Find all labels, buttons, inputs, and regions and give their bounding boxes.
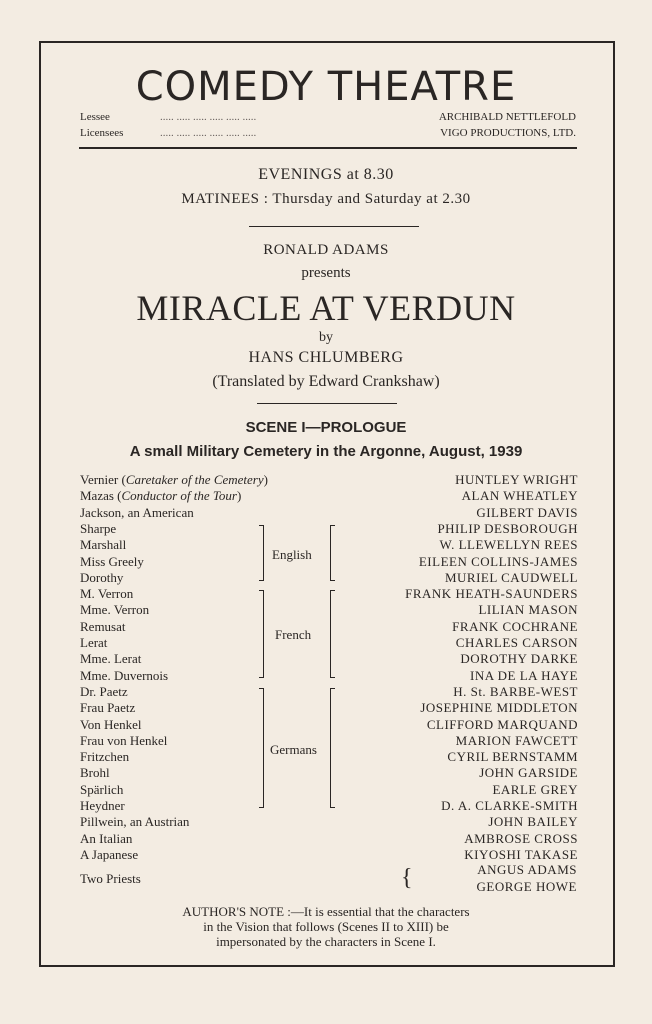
matinees-time: MATINEES : Thursday and Saturday at 2.30	[181, 191, 471, 207]
authors-note-line-1: AUTHOR'S NOTE :—It is essential that the characters	[182, 904, 470, 919]
author-name: HANS CHLUMBERG	[248, 349, 404, 366]
cast-actor: GILBERT DAVIS	[476, 504, 578, 520]
cast-row	[80, 749, 578, 765]
licensees-leader: ..... ..... ..... ..... ..... .....	[160, 127, 257, 139]
group-label-germans: Germans	[270, 742, 317, 757]
cast-role: Mme. Lerat	[80, 651, 142, 667]
licensees-name: VIGO PRODUCTIONS, LTD.	[440, 127, 576, 139]
cast-row	[80, 847, 578, 863]
cast-role: A Japanese	[80, 846, 139, 862]
cast-role: Lerat	[80, 635, 108, 650]
cast-role: Spärlich	[80, 781, 124, 797]
cast-row	[80, 521, 578, 537]
cast-actor: FRANK COCHRANE	[452, 618, 578, 634]
cast-actor: ALAN WHEATLEY	[461, 488, 578, 504]
by-text: by	[319, 330, 333, 345]
cast-role: Frau von Henkel	[80, 732, 168, 748]
cast-row	[80, 717, 578, 733]
cast-actor: W. LLEWELLYN REES	[439, 537, 578, 553]
producer-name: RONALD ADAMS	[263, 242, 389, 258]
cast-role: M. Verron	[80, 586, 134, 602]
divider-2	[257, 403, 397, 404]
cast-role: Dr. Paetz	[80, 683, 128, 699]
cast-row	[80, 765, 578, 781]
priests-brace: {	[401, 865, 413, 891]
cast-actor: CYRIL BERNSTAMM	[447, 749, 578, 765]
group-label-french: French	[275, 627, 312, 642]
theatre-name: COMEDY THEATRE	[135, 64, 517, 110]
cast-actor: CLIFFORD MARQUAND	[426, 716, 578, 732]
lessee-name: ARCHIBALD NETTLEFOLD	[438, 111, 576, 123]
cast-role: Jackson, an American	[80, 504, 194, 520]
cast-row	[80, 635, 578, 651]
cast-actor: HUNTLEY WRIGHT	[455, 472, 578, 487]
header-rule	[79, 147, 577, 149]
scene-setting: A small Military Cemetery in the Argonne, August, 1939	[129, 443, 523, 460]
cast-role: Remusat	[80, 618, 126, 634]
cast-role: Mme. Duvernois	[80, 667, 169, 683]
cast-row	[80, 602, 578, 618]
cast-actor: AMBROSE CROSS	[464, 830, 578, 846]
cast-role: Dorothy	[80, 569, 124, 585]
actor-angus-adams: ANGUS ADAMS	[477, 862, 577, 877]
cast-actor: KIYOSHI TAKASE	[464, 846, 578, 862]
cast-row	[80, 798, 578, 814]
cast-actor: EARLE GREY	[492, 781, 578, 797]
cast-role: Pillwein, an Austrian	[80, 814, 190, 830]
cast-role: An Italian	[80, 830, 133, 846]
bracket-french-left	[259, 590, 264, 678]
cast-role: Mme. Verron	[80, 602, 150, 618]
cast-actor: MARION FAWCETT	[455, 732, 578, 748]
cast-row	[80, 831, 578, 847]
bracket-english-left	[259, 525, 264, 581]
cast-actor: MURIEL CAUDWELL	[444, 569, 578, 585]
cast-row	[80, 619, 578, 635]
cast-actor: JOSEPHINE MIDDLETON	[420, 700, 578, 716]
cast-row	[80, 782, 578, 798]
cast-row	[80, 814, 578, 830]
cast-row	[80, 505, 578, 521]
cast-row	[80, 733, 578, 749]
cast-row	[80, 472, 578, 488]
lessee-leader: ..... ..... ..... ..... ..... .....	[160, 111, 257, 123]
authors-note-line-3: impersonated by the characters in Scene I.	[216, 934, 436, 949]
cast-actor: JOHN GARSIDE	[479, 765, 578, 781]
cast-role: Vernier (Caretaker of the Cemetery)	[80, 472, 268, 487]
cast-role: Marshall	[80, 537, 127, 553]
cast-role: Brohl	[80, 765, 110, 781]
cast-actor: DOROTHY DARKE	[460, 651, 578, 667]
cast-actor: LILIAN MASON	[478, 602, 578, 618]
cast-row	[80, 668, 578, 684]
cast-actor: D. A. CLARKE-SMITH	[441, 798, 578, 813]
cast-actor: JOHN BAILEY	[488, 814, 578, 830]
cast-role: Mazas (Conductor of the Tour)	[80, 488, 242, 504]
cast-actor: CHARLES CARSON	[455, 635, 578, 650]
cast-role: Fritzchen	[80, 749, 130, 765]
role-two-priests: Two Priests	[80, 871, 141, 886]
bracket-germans-right	[330, 688, 335, 808]
bracket-french-right	[330, 590, 335, 678]
cast-role: Von Henkel	[80, 716, 142, 732]
bracket-english-right	[330, 525, 335, 581]
cast-row	[80, 554, 578, 570]
bracket-germans-left	[259, 688, 264, 808]
cast-row	[80, 700, 578, 716]
licensees-label: Licensees	[80, 127, 124, 139]
divider-1	[249, 226, 419, 227]
cast-row	[80, 537, 578, 553]
cast-role: Sharpe	[80, 520, 117, 536]
scene-heading: SCENE I—PROLOGUE	[245, 419, 407, 436]
cast-role: Miss Greely	[80, 553, 144, 569]
cast-row	[80, 684, 578, 700]
actor-george-howe: GEORGE HOWE	[476, 879, 577, 894]
cast-actor: INA DE LA HAYE	[470, 667, 578, 683]
cast-actor: PHILIP DESBOROUGH	[437, 520, 578, 536]
cast-row	[80, 570, 578, 586]
cast-role: Frau Paetz	[80, 700, 136, 716]
cast-actor: EILEEN COLLINS-JAMES	[418, 553, 578, 569]
translator-credit: (Translated by Edward Crankshaw)	[212, 373, 440, 390]
cast-actor: H. St. BARBE-WEST	[453, 683, 578, 699]
cast-row	[80, 488, 578, 504]
presents-text: presents	[301, 265, 351, 281]
lessee-label: Lessee	[80, 111, 110, 123]
cast-actor: FRANK HEATH-SAUNDERS	[405, 586, 578, 602]
play-title: MIRACLE AT VERDUN	[136, 288, 516, 328]
authors-note-line-2: in the Vision that follows (Scenes II to XIII) be	[203, 919, 449, 934]
group-label-english: English	[272, 547, 312, 562]
evenings-time: EVENINGS at 8.30	[258, 166, 394, 183]
cast-row	[80, 586, 578, 602]
cast-row	[80, 651, 578, 667]
cast-role: Heydner	[80, 798, 125, 813]
